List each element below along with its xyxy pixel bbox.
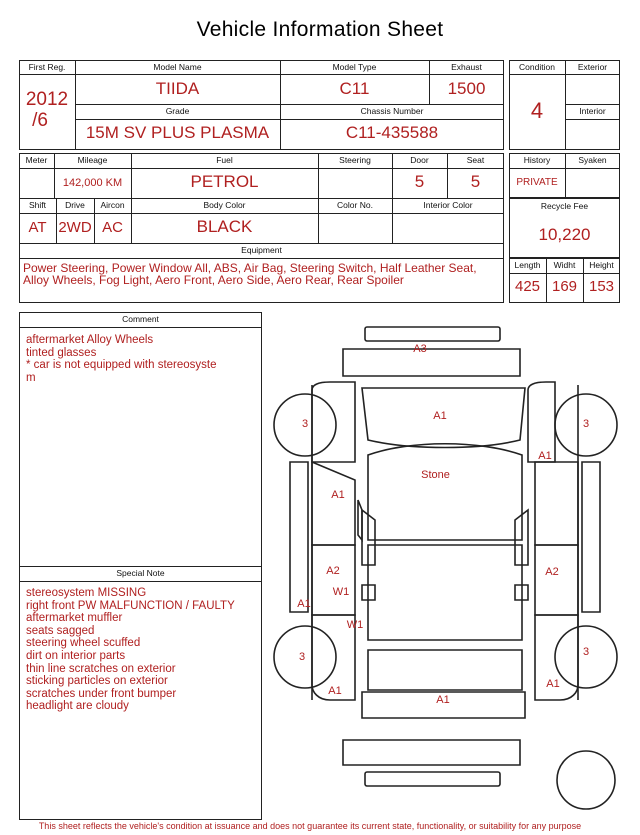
rear-bumper xyxy=(365,327,500,341)
door-value: 5 xyxy=(414,172,425,191)
color-no-label: Color No. xyxy=(337,200,373,210)
right-rear-side xyxy=(582,462,600,612)
drive-label: Drive xyxy=(65,200,85,210)
exhaust-value: 1500 xyxy=(447,79,486,98)
mark-rear-tire-left: 3 xyxy=(301,418,309,430)
exterior-label: Exterior xyxy=(577,62,608,72)
mark-rear-window: A1 xyxy=(433,410,447,422)
equipment-label: Equipment xyxy=(241,245,282,255)
aircon-value: AC xyxy=(102,219,123,236)
spare-tire xyxy=(557,751,615,809)
comment-line: * car is not equipped with stereosyste xyxy=(26,359,217,372)
comment-line: m xyxy=(26,371,36,384)
right-rear-door xyxy=(535,462,578,545)
special-note-line: aftermarket muffler xyxy=(26,612,123,625)
history-label: History xyxy=(523,155,551,165)
special-note-line: dirt on interior parts xyxy=(26,649,126,662)
equipment-line-2: Alloy Wheels, Fog Light, Aero Front, Aero Side, Aero Rear, Rear Spoiler xyxy=(23,273,404,287)
door-label: Door xyxy=(410,155,429,165)
steering-label: Steering xyxy=(339,155,371,165)
roof xyxy=(368,444,522,540)
exhaust-label: Exhaust xyxy=(451,62,482,72)
body-color-label: Body Color xyxy=(203,200,246,210)
first-reg-month: /6 xyxy=(32,110,48,131)
aircon-label: Aircon xyxy=(100,200,125,210)
mark-front-tire-right: 3 xyxy=(582,646,590,658)
left-rear-quarter xyxy=(312,382,355,462)
left-rear-side xyxy=(290,462,308,612)
mark-rear-door-left: A1 xyxy=(331,489,345,501)
width-value: 169 xyxy=(551,278,578,295)
special-note-line: scratches under front bumper xyxy=(26,687,177,700)
grade-label: Grade xyxy=(165,106,190,116)
mark-front-quarter-left: A1 xyxy=(328,685,342,697)
mark-front-tire-left: 3 xyxy=(298,651,306,663)
page-title: Vehicle Information Sheet xyxy=(196,18,444,41)
recycle-fee-label: Recycle Fee xyxy=(540,201,589,211)
seat-value: 5 xyxy=(470,172,481,191)
interior-color-label: Interior Color xyxy=(423,200,473,210)
seat-label: Seat xyxy=(466,155,485,165)
shift-label: Shift xyxy=(28,200,46,210)
chassis-number-label: Chassis Number xyxy=(360,106,424,116)
mark-rear-tire-right: 3 xyxy=(582,418,590,430)
mark-front-door-right: A2 xyxy=(545,566,559,578)
right-front-door xyxy=(535,545,578,615)
mileage-value: 142,000 KM xyxy=(62,177,123,189)
special-note-line: seats sagged xyxy=(26,624,95,637)
comment-label: Comment xyxy=(122,314,159,324)
mileage-label: Mileage xyxy=(77,155,108,165)
left-rear-door xyxy=(312,462,355,545)
condition-value: 4 xyxy=(530,98,544,123)
meter-label: Meter xyxy=(25,155,48,165)
interior-label: Interior xyxy=(579,106,606,116)
body-color-value: BLACK xyxy=(196,217,253,236)
mark-roof: Stone xyxy=(421,469,450,481)
height-label: Height xyxy=(589,260,614,270)
special-note-line: headlight are cloudy xyxy=(26,700,129,713)
comment-line: aftermarket Alloy Wheels xyxy=(26,334,154,346)
drive-value: 2WD xyxy=(58,219,92,236)
mark-front-window-left: W1 xyxy=(346,619,364,631)
special-note-line: thin line scratches on exterior xyxy=(26,662,176,675)
condition-label: Condition xyxy=(519,62,555,72)
bonnet xyxy=(368,650,522,690)
length-label: Length xyxy=(514,260,541,270)
left-front-door xyxy=(312,545,355,615)
model-name-label: Model Name xyxy=(153,62,202,72)
equipment-line-1: Power Steering, Power Window All, ABS, Air Bag, Steering Switch, Half Leather Seat, xyxy=(23,261,477,275)
model-type-label: Model Type xyxy=(332,62,377,72)
length-value: 425 xyxy=(514,278,541,295)
mark-bonnet: A1 xyxy=(436,694,450,706)
front-bumper xyxy=(343,740,520,765)
mark-front-door-left: A2 xyxy=(326,565,340,577)
first-reg-year: 2012 xyxy=(25,89,69,110)
fuel-label: Fuel xyxy=(216,155,233,165)
width-label: Widht xyxy=(553,260,576,270)
special-note-line: right front PW MALFUNCTION / FAULTY xyxy=(26,599,235,612)
special-note-line: steering wheel scuffed xyxy=(26,637,141,650)
fuel-value: PETROL xyxy=(190,172,259,191)
mark-fender-left: A1 xyxy=(297,598,311,610)
mark-rear-bumper: A3 xyxy=(413,343,427,355)
height-value: 153 xyxy=(588,278,615,295)
chassis-number-value: C11-435588 xyxy=(345,123,439,142)
disclaimer-footer: This sheet reflects the vehicle's condition at issuance and does not guarantee its current state, functionality, or suitability for any purpose xyxy=(38,821,582,831)
comment-line: tinted glasses xyxy=(26,346,97,359)
history-value: PRIVATE xyxy=(516,177,558,188)
special-note-label: Special Note xyxy=(116,568,165,578)
front-lip xyxy=(365,772,500,786)
shift-value: AT xyxy=(28,219,47,236)
mark-front-fender-right: A1 xyxy=(546,678,560,690)
model-name-value: TIIDA xyxy=(155,79,200,98)
model-type-value: C11 xyxy=(339,79,370,98)
syaken-label: Syaken xyxy=(578,155,607,165)
special-note-line: sticking particles on exterior xyxy=(26,675,168,688)
mark-rear-quarter-right: A1 xyxy=(538,450,552,462)
recycle-fee-value: 10,220 xyxy=(538,225,591,244)
grade-value: 15M SV PLUS PLASMA xyxy=(85,123,270,142)
windshield xyxy=(368,545,522,640)
mark-door-inner-left: W1 xyxy=(332,586,350,598)
special-note-line: stereosystem MISSING xyxy=(26,587,147,599)
first-reg-label: First Reg. xyxy=(28,62,66,72)
